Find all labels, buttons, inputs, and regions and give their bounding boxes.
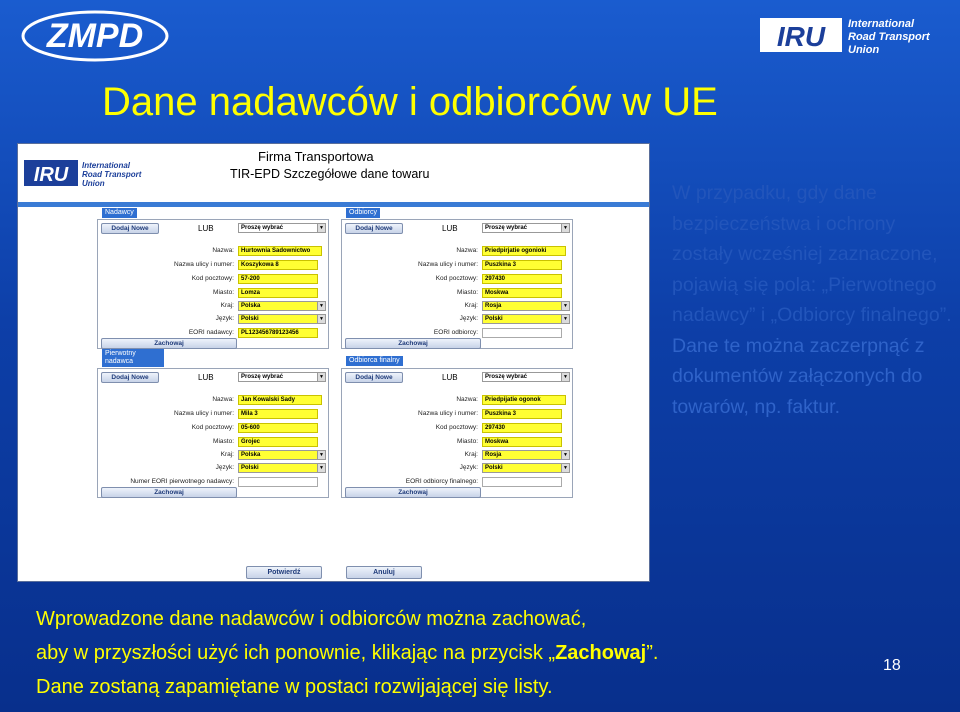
- select-value: Polski: [485, 465, 503, 471]
- field-label: Nazwa ulicy i numer:: [174, 410, 234, 417]
- svg-text:International: International: [848, 18, 915, 30]
- panel-odbiorcy: [341, 219, 573, 349]
- text-field[interactable]: Grojec: [238, 437, 318, 447]
- text-field[interactable]: Hurtownia Sadownictwo: [238, 246, 322, 256]
- field-label: Nazwa:: [212, 247, 234, 254]
- text-field[interactable]: Puszkina 3: [482, 409, 562, 419]
- field-label: EORI nadawcy:: [188, 329, 234, 336]
- select-value: Rosja: [485, 303, 502, 309]
- select-value: Proszę wybrać: [241, 374, 284, 380]
- confirm-button[interactable]: Potwierdź: [246, 566, 322, 579]
- add-new-button[interactable]: Dodaj Nowe: [345, 223, 403, 234]
- text-field[interactable]: 297430: [482, 274, 562, 284]
- svg-text:International: International: [82, 161, 131, 170]
- chevron-down-icon[interactable]: ▼: [317, 302, 325, 310]
- country-select[interactable]: [482, 450, 570, 460]
- field-label: Nazwa ulicy i numer:: [174, 261, 234, 268]
- or-label: LUB: [198, 224, 214, 233]
- language-select[interactable]: [238, 463, 326, 473]
- bottom-line-2: aby w przyszłości użyć ich ponownie, klikając na przycisk „Zachowaj”.: [36, 642, 659, 664]
- saved-entries-select[interactable]: [482, 223, 570, 233]
- save-button[interactable]: Zachowaj: [101, 338, 237, 349]
- svg-text:IRU: IRU: [776, 21, 826, 52]
- field-label: Język:: [215, 315, 234, 322]
- text-field[interactable]: Jan Kowalski Sady: [238, 395, 322, 405]
- text-field[interactable]: Lomza: [238, 288, 318, 298]
- select-value: Rosja: [485, 452, 502, 458]
- language-select[interactable]: [482, 463, 570, 473]
- field-label: Język:: [459, 464, 478, 471]
- language-select[interactable]: [238, 314, 326, 324]
- panel-tab-odbiorcy: Odbiorcy: [346, 208, 380, 218]
- panel-tab-finalny: Odbiorca finalny: [346, 356, 403, 366]
- field-label: Nazwa:: [212, 396, 234, 403]
- field-label: Kod pocztowy:: [191, 275, 234, 282]
- svg-text:Union: Union: [82, 179, 105, 188]
- add-new-button[interactable]: Dodaj Nowe: [101, 372, 159, 383]
- chevron-down-icon[interactable]: ▼: [317, 464, 325, 472]
- side-description: [672, 178, 952, 422]
- text-field[interactable]: Mila 3: [238, 409, 318, 419]
- select-value: Polska: [241, 452, 261, 458]
- field-label: Miasto:: [457, 438, 478, 445]
- bottom-line-1: Wprowadzone dane nadawców i odbiorców można zachować,: [36, 608, 587, 630]
- field-label: EORI odbiorcy:: [433, 329, 478, 336]
- panel-pierwotny: [97, 368, 329, 498]
- chevron-down-icon[interactable]: ▼: [317, 451, 325, 459]
- page-number: 18: [883, 657, 901, 674]
- text-field[interactable]: PL123456789123456: [238, 328, 318, 338]
- chevron-down-icon[interactable]: ▼: [561, 464, 569, 472]
- field-label: Język:: [459, 315, 478, 322]
- text-field[interactable]: Moskwa: [482, 288, 562, 298]
- or-label: LUB: [442, 224, 458, 233]
- side-paragraph-2: Dane te można zaczerpnąć z dokumentów załączonych do towarów, np. faktur.: [672, 334, 925, 418]
- panel-nadawcy: [97, 219, 329, 349]
- field-label: EORI odbiorcy finalnego:: [405, 478, 478, 485]
- panel-finalny: [341, 368, 573, 498]
- chevron-down-icon[interactable]: ▼: [317, 373, 325, 381]
- bottom-line-3: Dane zostaną zapamiętane w postaci rozwijającej się listy.: [36, 676, 553, 698]
- company-name: Firma Transportowa: [258, 149, 374, 164]
- text-field[interactable]: Puszkina 3: [482, 260, 562, 270]
- svg-text:Union: Union: [848, 44, 880, 56]
- zachowaj-emphasis: Zachowaj: [555, 642, 647, 664]
- side-paragraph-1: W przypadku, gdy dane bezpieczeństwa i ochrony zostały wcześniej zaznaczone, pojawią się pola: „Pierwotnego nadawcy” i „Odbiorcy finalnego”.: [672, 182, 952, 326]
- chevron-down-icon[interactable]: ▼: [561, 315, 569, 323]
- chevron-down-icon[interactable]: ▼: [561, 451, 569, 459]
- save-button[interactable]: Zachowaj: [101, 487, 237, 498]
- chevron-down-icon[interactable]: ▼: [561, 224, 569, 232]
- text-field[interactable]: [238, 477, 318, 487]
- form-subtitle: TIR-EPD Szczegółowe dane towaru: [230, 167, 430, 181]
- text-field[interactable]: Priedpirjatie ogonioki: [482, 246, 566, 256]
- save-button[interactable]: Zachowaj: [345, 487, 481, 498]
- svg-text:Road Transport: Road Transport: [848, 31, 930, 43]
- chevron-down-icon[interactable]: ▼: [561, 373, 569, 381]
- text-field[interactable]: Koszykowa 8: [238, 260, 318, 270]
- country-select[interactable]: [238, 301, 326, 311]
- iru-logo: [760, 14, 950, 56]
- saved-entries-select[interactable]: [238, 372, 326, 382]
- or-label: LUB: [442, 373, 458, 382]
- zmpd-logo: [20, 6, 170, 64]
- country-select[interactable]: [238, 450, 326, 460]
- country-select[interactable]: [482, 301, 570, 311]
- page-title: Dane nadawców i odbiorców w UE: [102, 80, 718, 124]
- iru-small-logo: [24, 158, 154, 188]
- select-value: Polski: [241, 316, 259, 322]
- zmpd-logo-text: ZMPD: [46, 17, 144, 55]
- field-label: Nazwa ulicy i numer:: [418, 261, 478, 268]
- language-select[interactable]: [482, 314, 570, 324]
- select-value: Proszę wybrać: [485, 374, 528, 380]
- save-button[interactable]: Zachowaj: [345, 338, 481, 349]
- field-label: Nazwa ulicy i numer:: [418, 410, 478, 417]
- chevron-down-icon[interactable]: ▼: [317, 224, 325, 232]
- field-label: Kraj:: [220, 451, 234, 458]
- text-field[interactable]: [482, 328, 562, 338]
- field-label: Kod pocztowy:: [191, 424, 234, 431]
- select-value: Polski: [241, 465, 259, 471]
- text-field[interactable]: 05-600: [238, 423, 318, 433]
- select-value: Polski: [485, 316, 503, 322]
- field-label: Kod pocztowy:: [435, 275, 478, 282]
- bottom-description: [36, 602, 896, 704]
- select-value: Proszę wybrać: [485, 225, 528, 231]
- field-label: Miasto:: [213, 438, 234, 445]
- screenshot-header: [18, 144, 649, 204]
- header-band: [18, 202, 649, 207]
- field-label: Nazwa:: [456, 247, 478, 254]
- field-label: Język:: [215, 464, 234, 471]
- panel-tab-nadawcy: Nadawcy: [102, 208, 137, 218]
- select-value: Proszę wybrać: [241, 225, 284, 231]
- field-label: Kod pocztowy:: [435, 424, 478, 431]
- or-label: LUB: [198, 373, 214, 382]
- cancel-button[interactable]: Anuluj: [346, 566, 422, 579]
- field-label: Numer EORI pierwotnego nadawcy:: [130, 478, 234, 485]
- saved-entries-select[interactable]: [238, 223, 326, 233]
- field-label: Kraj:: [464, 302, 478, 309]
- text-field[interactable]: Priedpijatie ogonok: [482, 395, 566, 405]
- svg-text:Road Transport: Road Transport: [82, 170, 142, 179]
- select-value: Polska: [241, 303, 261, 309]
- chevron-down-icon[interactable]: ▼: [561, 302, 569, 310]
- embedded-screenshot: [17, 143, 650, 582]
- field-label: Nazwa:: [456, 396, 478, 403]
- chevron-down-icon[interactable]: ▼: [317, 315, 325, 323]
- text-field[interactable]: 57-200: [238, 274, 318, 284]
- text-field[interactable]: Moskwa: [482, 437, 562, 447]
- text-field[interactable]: [482, 477, 562, 487]
- field-label: Miasto:: [213, 289, 234, 296]
- add-new-button[interactable]: Dodaj Nowe: [345, 372, 403, 383]
- field-label: Miasto:: [457, 289, 478, 296]
- panel-tab-pierwotny: Pierwotny nadawca: [102, 349, 164, 367]
- field-label: Kraj:: [464, 451, 478, 458]
- add-new-button[interactable]: Dodaj Nowe: [101, 223, 159, 234]
- text-field[interactable]: 297430: [482, 423, 562, 433]
- saved-entries-select[interactable]: [482, 372, 570, 382]
- field-label: Kraj:: [220, 302, 234, 309]
- svg-text:IRU: IRU: [33, 164, 69, 186]
